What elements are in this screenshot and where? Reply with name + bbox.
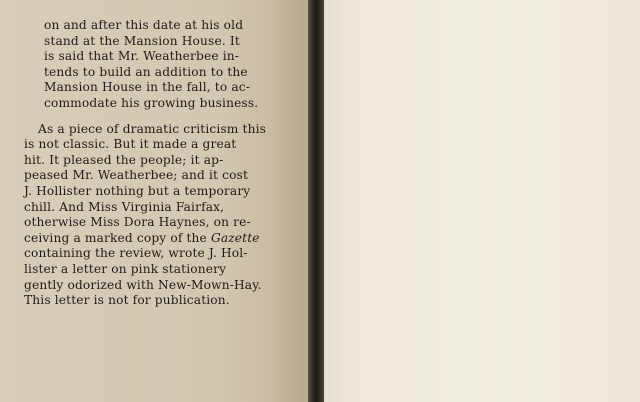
- text-line: J. Hollister nothing but a temporary: [24, 183, 251, 198]
- text-line: commodate his growing business.: [44, 95, 259, 110]
- text-line: otherwise Miss Dora Haynes, on re-: [24, 215, 251, 230]
- paragraph-2: [24, 122, 296, 309]
- page-text: [24, 18, 296, 309]
- text-line: hit. It pleased the people; it ap-: [24, 152, 224, 167]
- paragraph-1: [24, 18, 296, 112]
- text-line: lister a letter on pink stationery: [24, 261, 227, 276]
- text-line: stand at the Mansion House. It: [44, 33, 240, 48]
- book-gutter: [308, 0, 324, 402]
- gazette-title: Gazette: [210, 230, 260, 245]
- text-line: ceiving a marked copy of the Gazette: [24, 230, 260, 245]
- text-line: on and after this date at his old: [44, 18, 244, 32]
- text-line: peased Mr. Weatherbee; and it cost: [24, 168, 249, 183]
- right-page-blank: [324, 0, 640, 402]
- text-line: This letter is not for publication.: [24, 293, 230, 308]
- text-line: is said that Mr. Weatherbee in-: [44, 49, 240, 64]
- text-line: containing the review, wrote J. Hol-: [24, 246, 248, 261]
- text-line: chill. And Miss Virginia Fairfax,: [24, 199, 225, 214]
- text-line: Mansion House in the fall, to ac-: [44, 80, 251, 95]
- text-line: tends to build an addition to the: [44, 64, 248, 79]
- text-line: gently odorized with New-Mown-Hay.: [24, 277, 262, 292]
- text-line: As a piece of dramatic criticism this: [38, 121, 267, 136]
- left-page: [0, 0, 308, 402]
- text-line: is not classic. But it made a great: [24, 137, 237, 152]
